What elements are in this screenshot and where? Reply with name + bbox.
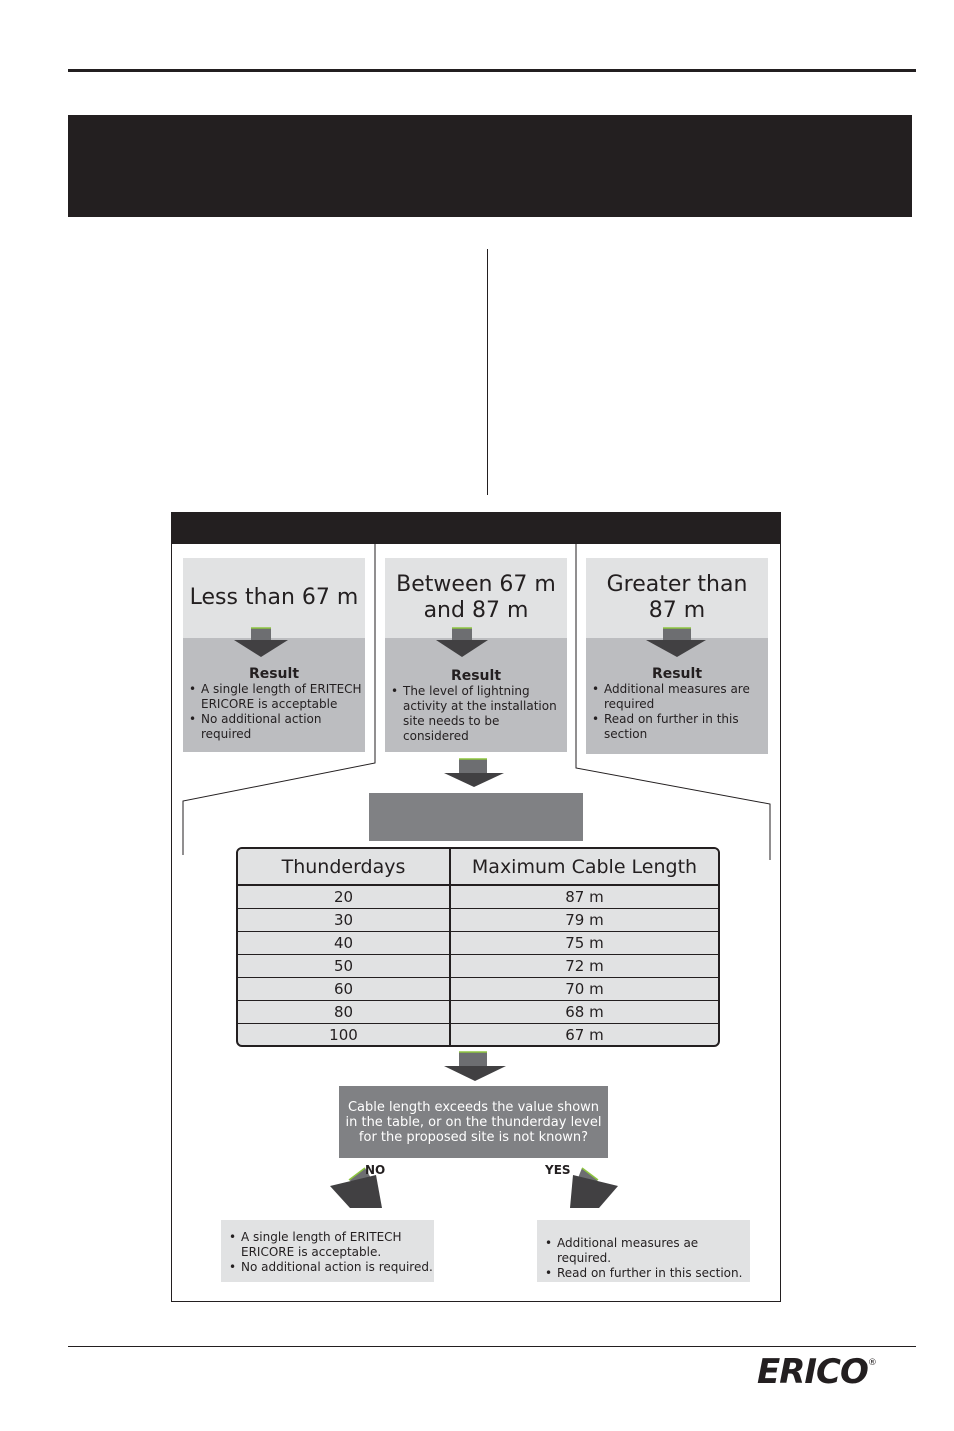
outcome-bullet: • A single length of ERITECH ERICORE is acceptable.: [241, 1230, 434, 1260]
table-row: [238, 1024, 718, 1047]
thunderdays-cell: 40: [238, 932, 450, 955]
down-arrow-icon: [444, 759, 504, 787]
cable-length-cell: 79 m: [450, 909, 718, 932]
table-header-thunderdays: Thunderdays: [238, 849, 450, 885]
registered-mark: ®: [867, 1358, 877, 1368]
thunderdays-cell: 30: [238, 909, 450, 932]
outcome-bullet: • Read on further in this section.: [557, 1266, 750, 1281]
table-row: [238, 978, 718, 1001]
table-header-max-cable-length: Maximum Cable Length: [450, 849, 718, 885]
thunderdays-cell: 50: [238, 955, 450, 978]
cable-length-cell: 67 m: [450, 1024, 718, 1047]
down-arrow-icon: [234, 628, 288, 657]
option-title-line: Less than 67 m: [189, 585, 359, 610]
check-thunderdays-box: [369, 793, 583, 841]
yes-outcome-box: [537, 1220, 750, 1282]
bottom-rule: [68, 1346, 916, 1347]
thunderdays-cell: 60: [238, 978, 450, 1001]
cable-length-cell: 75 m: [450, 932, 718, 955]
option-title-line: 87 m: [648, 598, 706, 623]
option-title-line: Between 67 m: [396, 572, 556, 597]
thunderdays-cell: 20: [238, 885, 450, 909]
no-label: NO: [365, 1163, 386, 1177]
no-outcome-box: [221, 1220, 434, 1282]
result-bullet: • A single length of ERITECH ERICORE is acceptable: [201, 682, 365, 712]
cable-length-cell: 72 m: [450, 955, 718, 978]
result-title: Result: [651, 666, 703, 682]
cable-length-cell: 68 m: [450, 1001, 718, 1024]
result-bullet: • Read on further in this section: [604, 712, 768, 742]
table-row: [238, 885, 718, 909]
result-bullet: • No additional action required: [201, 712, 365, 742]
no-outcome-bullets: [241, 1230, 434, 1275]
yes-outcome-bullets: [557, 1236, 750, 1281]
cable-length-cell: 70 m: [450, 978, 718, 1001]
result-bullet: • Additional measures are required: [604, 682, 768, 712]
yes-label: YES: [545, 1163, 571, 1177]
down-arrow-icon: [436, 628, 488, 657]
table-row: [238, 932, 718, 955]
logo-text: ERICO: [757, 1352, 868, 1392]
question-text: Cable length exceeds the value shown in the table, or on the thunderday level for the proposed site is not known?: [345, 1099, 602, 1145]
question-box: [339, 1086, 608, 1158]
option-title-line: and 87 m: [423, 598, 529, 623]
down-arrow-icon: [444, 1052, 506, 1081]
thunderdays-cell: 100: [238, 1024, 450, 1047]
result-title: Result: [450, 668, 502, 684]
table-row: [238, 1001, 718, 1024]
result-bullet: • The level of lightning activity at the installation site needs to be considered: [403, 684, 567, 744]
table-row: [238, 955, 718, 978]
cable-length-cell: 87 m: [450, 885, 718, 909]
outcome-bullet: • No additional action is required.: [241, 1260, 434, 1275]
down-arrow-icon: [646, 628, 706, 657]
yes-arrow-icon: [570, 1168, 618, 1208]
table-body: [238, 885, 718, 1046]
erico-logo: [757, 1352, 917, 1392]
option-title-line: Greater than: [606, 572, 748, 597]
outcome-bullet: • Additional measures ae required.: [557, 1236, 750, 1266]
thunderdays-table: [236, 847, 720, 1047]
thunderdays-cell: 80: [238, 1001, 450, 1024]
result-title: Result: [248, 666, 300, 682]
table-row: [238, 909, 718, 932]
